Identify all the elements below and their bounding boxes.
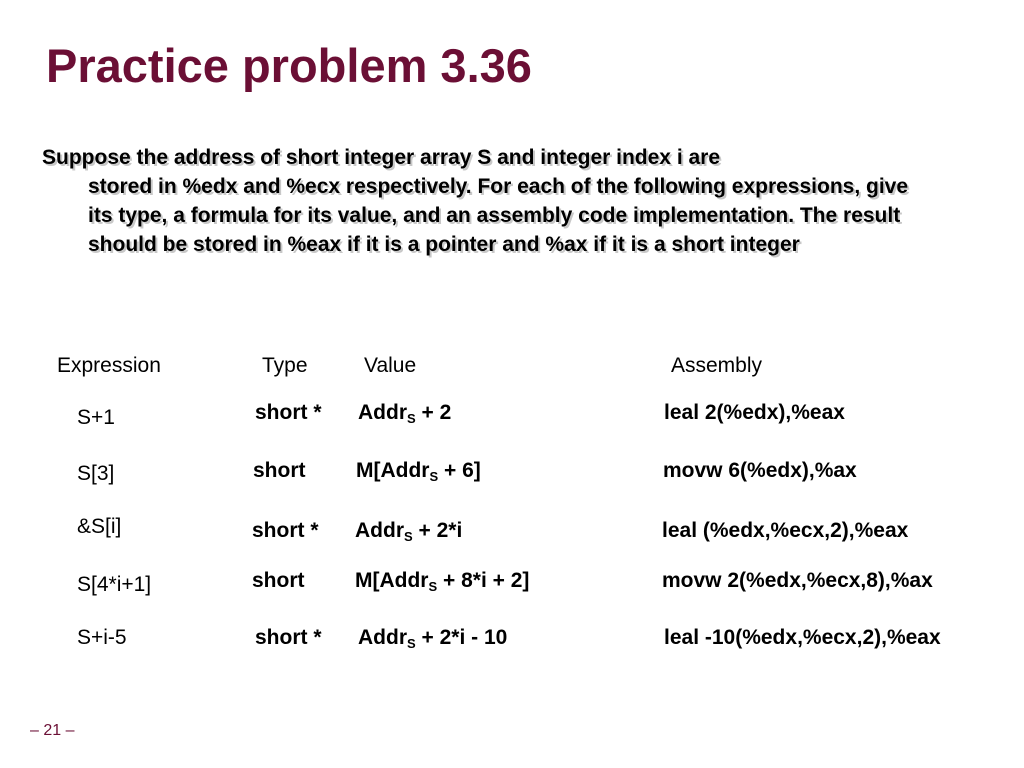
value-cell: Addr$_S$ + 2 bbox=[358, 401, 452, 426]
type-cell: short bbox=[252, 569, 305, 592]
type-cell: short bbox=[253, 459, 306, 482]
expression-cell: S+i-5 bbox=[77, 626, 127, 649]
expression-cell: S+1 bbox=[77, 406, 115, 429]
header-value: Value bbox=[364, 354, 417, 377]
problem-statement-first-line: Suppose the address of short integer array S and integer index i are bbox=[42, 146, 721, 169]
problem-statement-rest: stored in %edx and %ecx respectively. For each of the following expressions, give its type, a formula for its value, and an assembly code implementation. The result should be stored in %eax if it is a pointer and %ax if it is a short integer bbox=[88, 175, 909, 256]
header-assembly: Assembly bbox=[671, 354, 763, 377]
value-cell: Addr$_S$ + 2*i - 10 bbox=[358, 626, 508, 651]
problem-statement bbox=[42, 143, 922, 259]
assembly-cell: leal (%edx,%ecx,2),%eax bbox=[662, 519, 909, 542]
assembly-cell: movw 6(%edx),%ax bbox=[663, 459, 857, 482]
type-cell: short * bbox=[255, 626, 322, 649]
value-cell: Addr$_S$ + 2*i bbox=[355, 519, 463, 544]
assembly-cell: leal -10(%edx,%ecx,2),%eax bbox=[664, 626, 941, 649]
expression-cell: S[3] bbox=[77, 462, 115, 485]
slide-number: – 21 – bbox=[30, 722, 75, 739]
expression-cell: S[4*i+1] bbox=[77, 573, 152, 596]
expression-cell: &S[i] bbox=[77, 515, 122, 538]
value-cell: M[Addr$_S$ + 6] bbox=[356, 459, 481, 484]
value-cell: M[Addr$_S$ + 8*i + 2] bbox=[355, 569, 530, 594]
header-type: Type bbox=[262, 354, 308, 377]
header-expression: Expression bbox=[57, 354, 161, 377]
assembly-cell: leal 2(%edx),%eax bbox=[664, 401, 845, 424]
assembly-cell: movw 2(%edx,%ecx,8),%ax bbox=[662, 569, 933, 592]
type-cell: short * bbox=[255, 401, 322, 424]
page-title: Practice problem 3.36 bbox=[46, 39, 532, 92]
type-cell: short * bbox=[252, 519, 319, 542]
